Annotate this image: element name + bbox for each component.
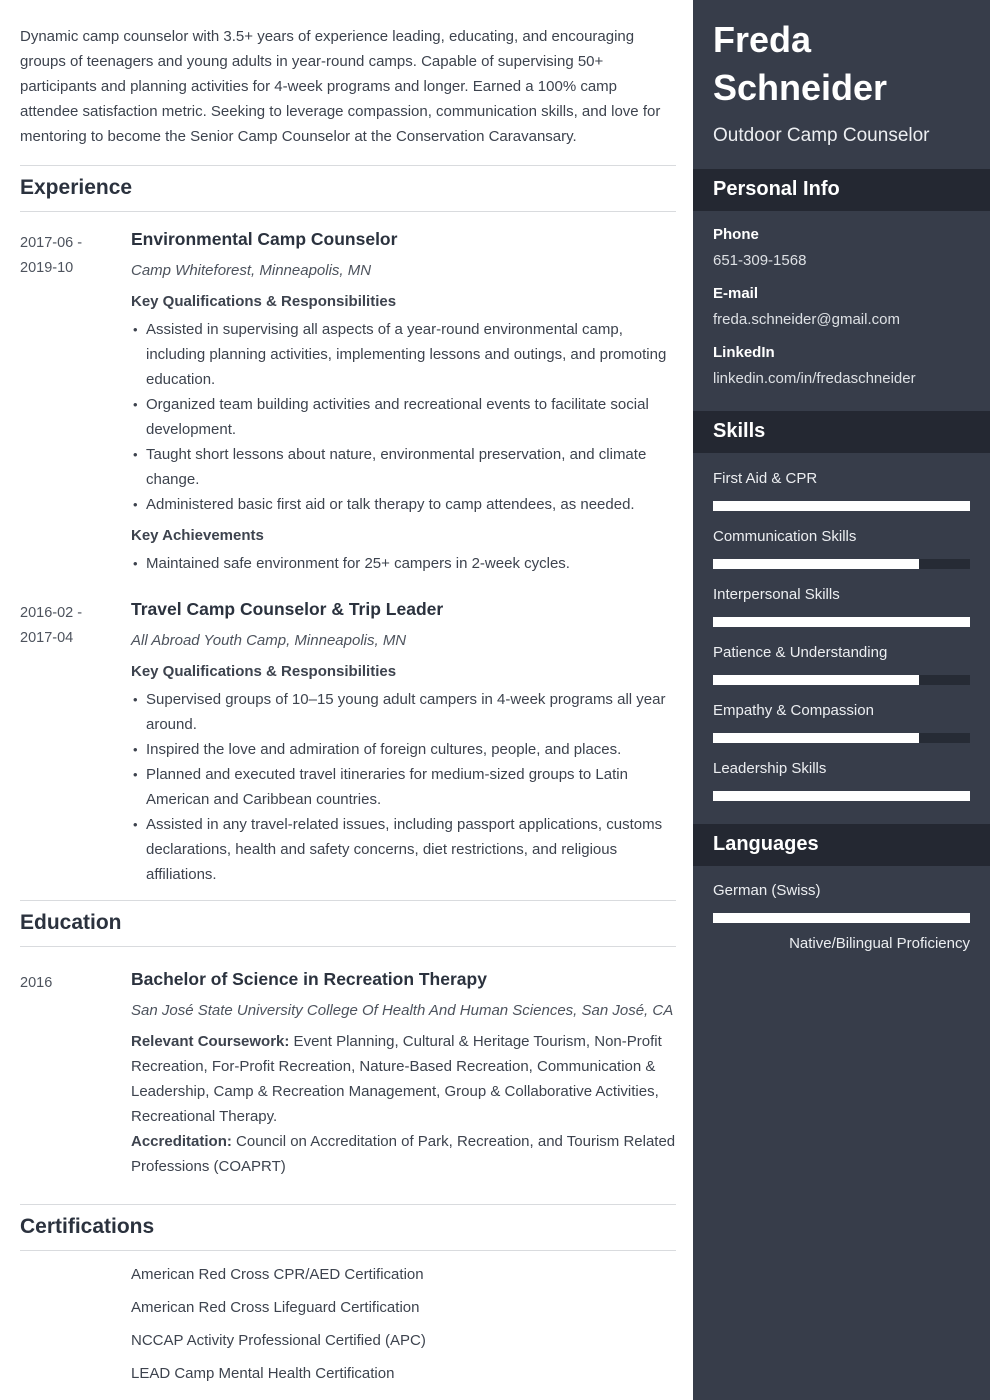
skills-list [693,470,990,801]
experience-dates [20,227,131,576]
bullet-item: • Assisted in supervising all aspects of a year-round environmental camp, including planning activities, implementing lessons and outings, and promoting education. [146,317,676,392]
education-year: 2016 [20,975,53,991]
bullet-item: • Supervised groups of 10–15 young adult campers in 4-week programs all year around. [146,687,676,737]
skill-name: Leadership Skills [713,760,827,777]
experience-entry [20,227,676,576]
job-bullet-list [131,317,676,517]
skill-bar-track [713,617,970,627]
skill-bar-track [713,501,970,511]
email-label: E-mail [713,285,759,302]
certification-list [20,1262,676,1386]
skill-item [713,644,970,685]
education-entry-body [131,967,676,1179]
job-company: Camp Whiteforest, Minneapolis, MN [131,262,372,279]
language-item [713,882,970,953]
job-title: Travel Camp Counselor & Trip Leader [131,599,444,619]
bullet-item: • Inspired the love and admiration of foreign cultures, people, and places. [146,737,676,762]
experience-section-header [20,165,676,212]
skill-bar-fill [713,617,970,627]
skill-bar-fill [713,675,919,685]
job-company: All Abroad Youth Camp, Minneapolis, MN [131,632,407,649]
personal-info-section-header [693,169,990,211]
experience-entry-body [131,227,676,576]
bullet-item: • Administered basic first aid or talk therapy to camp attendees, as needed. [146,492,676,517]
accreditation-label: Accreditation: [131,1133,232,1150]
certification-item: American Red Cross CPR/AED Certification [131,1266,424,1283]
bullet-item: • Organized team building activities and recreational events to facilitate social development. [146,392,676,442]
coursework-text: Event Planning, Cultural & Heritage Tourism, Non-Profit Recreation, For-Profit Recreation, Nature-Based Recreation, Communication & Leadership, Camp & Recreation Management, Group & Collaborative Activities, Recreational Therapy. [131,1033,662,1125]
skill-item [713,586,970,627]
personal-info-fields [693,225,990,389]
skills-section-header [693,411,990,453]
languages-title: Languages [713,833,819,855]
skill-name: Patience & Understanding [713,644,888,661]
education-section-title: Education [20,911,122,934]
coursework-paragraph [131,1029,676,1129]
sidebar [693,0,990,1400]
skill-bar-fill [713,559,919,569]
job-title: Environmental Camp Counselor [131,229,398,249]
job-achievements-label: Key Achievements [131,527,264,544]
skill-item [713,470,970,511]
skill-item [713,760,970,801]
summary-paragraph: Dynamic camp counselor with 3.5+ years of experience leading, educating, and encouraging groups of teenagers and young adults in year-round camps. Capable of supervising 50+ participants and planning activities for 4-week programs and longer. Earned a 100% camp attendee satisfaction metric. Seeking to leverage compassion, communication skills, and love for mentoring to become the Senior Camp Counselor at the Conservation Caravansary. [20,28,661,145]
skill-bar-fill [713,501,970,511]
skill-bar-track [713,733,970,743]
skill-name: First Aid & CPR [713,470,818,487]
skill-bar-track [713,559,970,569]
linkedin-label: LinkedIn [713,344,775,361]
certifications-section-header [20,1204,676,1251]
skill-name: Empathy & Compassion [713,702,874,719]
bullet-item: • Maintained safe environment for 25+ campers in 2-week cycles. [146,551,676,576]
school-name: San José State University College Of Health And Human Sciences, San José, CA [131,1002,674,1019]
phone-label: Phone [713,226,759,243]
certification-item: LEAD Camp Mental Health Certification [131,1365,395,1382]
coursework-label: Relevant Coursework: [131,1033,290,1050]
certifications-section-title: Certifications [20,1215,155,1238]
skill-name: Communication Skills [713,528,857,545]
certification-item: NCCAP Activity Professional Certified (APC) [131,1332,426,1349]
personal-info-field [713,225,970,271]
personal-info-title: Personal Info [713,178,840,200]
experience-date-from: 2016-02 - [20,605,83,621]
education-entry [20,967,676,1179]
language-proficiency: Native/Bilingual Proficiency [789,935,970,952]
experience-dates [20,597,131,887]
job-bullet-list [131,687,676,887]
skill-bar-track [713,675,970,685]
linkedin-value: linkedin.com/in/fredaschneider [713,370,916,387]
skill-item [713,702,970,743]
certification-item: American Red Cross Lifeguard Certification [131,1299,420,1316]
job-qualifications-label: Key Qualifications & Responsibilities [131,663,397,680]
job-qualifications-label: Key Qualifications & Responsibilities [131,293,397,310]
language-bar-fill [713,913,970,923]
email-value: freda.schneider@gmail.com [713,311,900,328]
bullet-item: • Taught short lessons about nature, environmental preservation, and climate change. [146,442,676,492]
language-name: German (Swiss) [713,882,821,899]
experience-date-from: 2017-06 - [20,235,83,251]
skills-title: Skills [713,420,766,442]
person-name: Freda Schneider [713,19,888,108]
degree-title: Bachelor of Science in Recreation Therapy [131,969,487,989]
personal-info-field [713,284,970,330]
skill-name: Interpersonal Skills [713,586,840,603]
skill-item [713,528,970,569]
bullet-item: • Assisted in any travel-related issues, including passport applications, customs declarations, health and safety concerns, diet restrictions, and religious affiliations. [146,812,676,887]
job-achievement-list [131,551,676,576]
experience-section-title: Experience [20,176,133,199]
skill-bar-fill [713,733,919,743]
accreditation-paragraph [131,1129,676,1179]
person-job-title: Outdoor Camp Counselor [713,125,930,146]
languages-section-header [693,824,990,866]
personal-info-field [713,343,970,389]
phone-value: 651-309-1568 [713,252,807,269]
experience-entry-body [131,597,676,887]
language-bar-track [713,913,970,923]
skill-bar-track [713,791,970,801]
accreditation-text: Council on Accreditation of Park, Recreation, and Tourism Related Professions (COAPRT) [131,1133,676,1175]
experience-date-to: 2019-10 [20,260,74,276]
languages-list [693,882,990,953]
experience-date-to: 2017-04 [20,630,74,646]
education-section-header [20,900,676,947]
skill-bar-fill [713,791,970,801]
bullet-item: • Planned and executed travel itineraries for medium-sized groups to Latin American and Caribbean countries. [146,762,676,812]
experience-entry [20,597,676,887]
